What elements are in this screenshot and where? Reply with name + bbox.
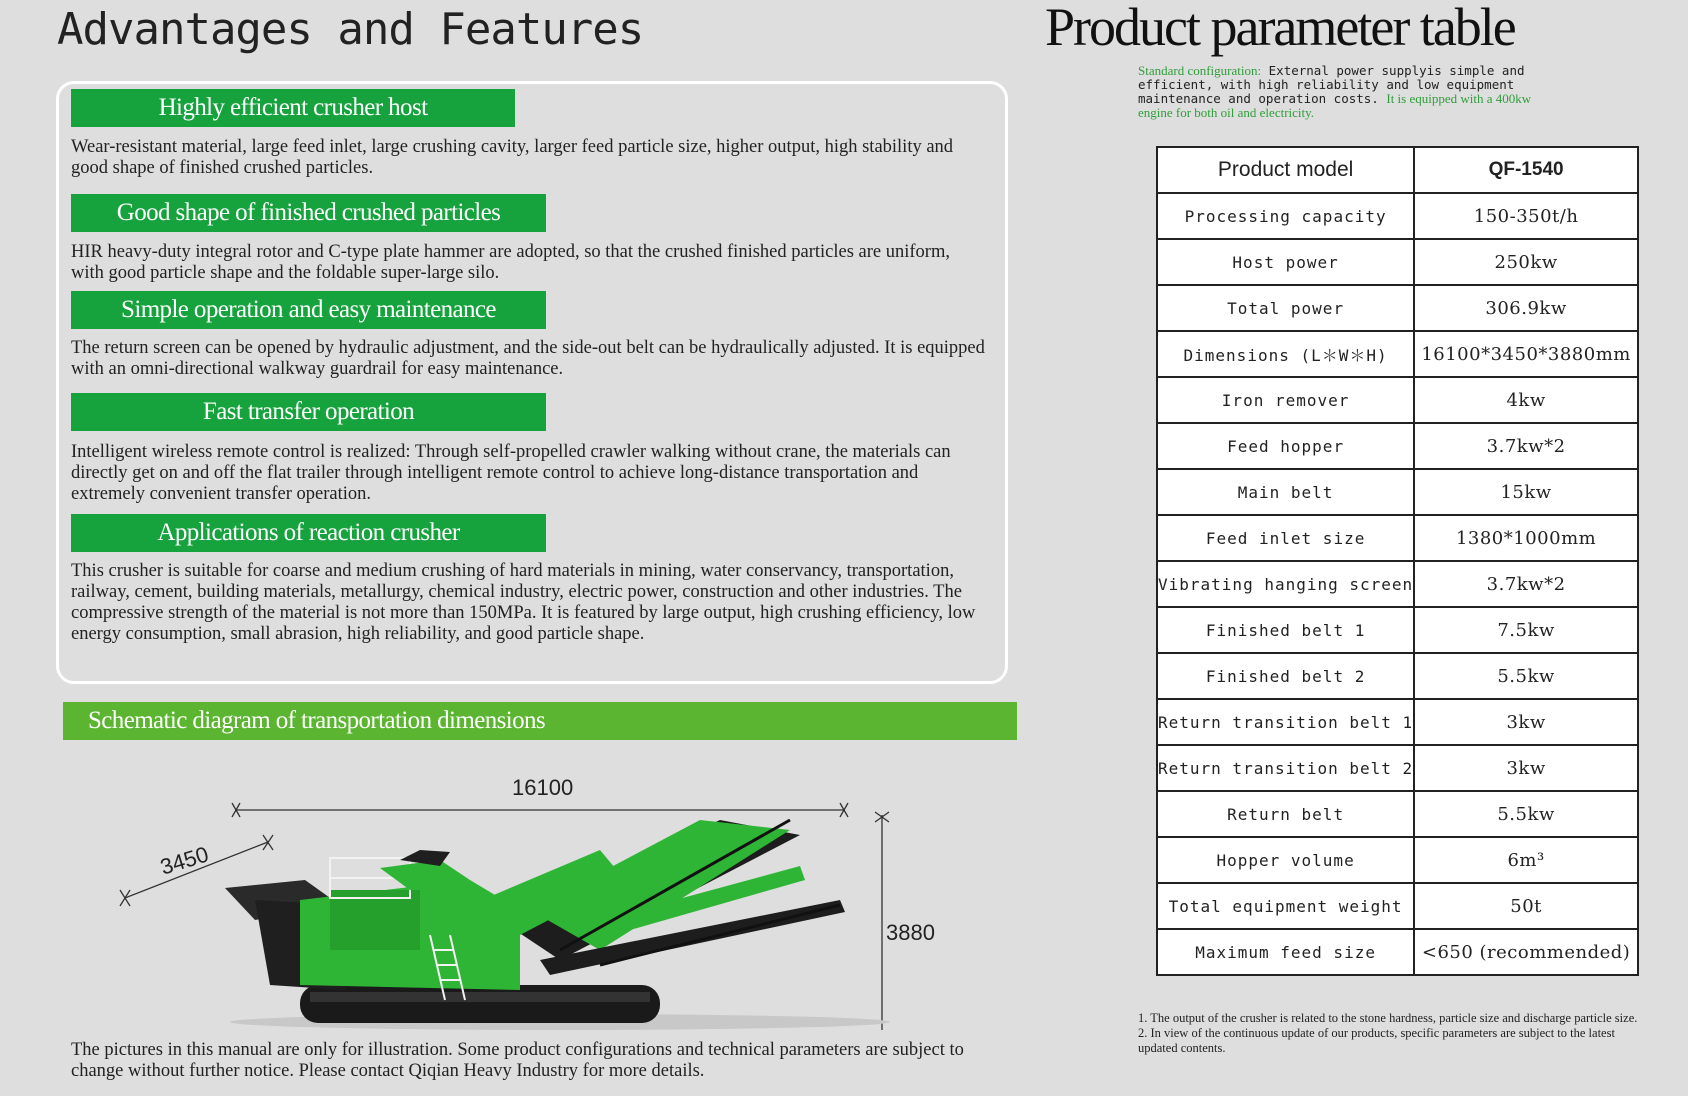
feature-heading-3: Simple operation and easy maintenance xyxy=(71,291,546,329)
parameter-table xyxy=(1156,146,1639,976)
feature-body-1: Wear-resistant material, large feed inlet, large crushing cavity, larger feed particle size, higher output, high stability and good shape of finished crushed particles. xyxy=(71,137,954,178)
param-value-cell: 3kw xyxy=(1414,745,1638,791)
table-row xyxy=(1157,745,1638,791)
param-key-cell: Dimensions (L＊W＊H) xyxy=(1157,331,1414,377)
param-value-cell: <650 (recommended) xyxy=(1414,929,1638,975)
feature-heading-1: Highly efficient crusher host xyxy=(71,89,515,127)
length-dimension-label: 16100 xyxy=(512,775,574,800)
param-value-cell: 6m³ xyxy=(1414,837,1638,883)
param-key-cell: Return transition belt 2 xyxy=(1157,745,1414,791)
table-row xyxy=(1157,699,1638,745)
table-row xyxy=(1157,837,1638,883)
standard-config-label: Standard configuration: xyxy=(1138,63,1262,78)
table-row xyxy=(1157,423,1638,469)
table-header-row xyxy=(1157,147,1638,193)
table-row xyxy=(1157,791,1638,837)
table-row xyxy=(1157,561,1638,607)
schematic-heading: Schematic diagram of transportation dimensions xyxy=(63,702,1017,740)
note-1: 1. The output of the crusher is related to the stone hardness, particle size and discharge particle size. xyxy=(1138,1011,1638,1025)
param-key-cell: Feed inlet size xyxy=(1157,515,1414,561)
feature-heading-2: Good shape of finished crushed particles xyxy=(71,194,546,232)
param-value-cell: 3kw xyxy=(1414,699,1638,745)
param-key-cell: Total equipment weight xyxy=(1157,883,1414,929)
table-row xyxy=(1157,193,1638,239)
disclaimer-text: The pictures in this manual are only for illustration. Some product configurations and technical parameters are subject to change without further notice. Please contact Qiqian Heavy Industry for more details. xyxy=(71,1040,964,1081)
parameter-table-title: Product parameter table xyxy=(1045,0,1515,57)
param-value-cell: 7.5kw xyxy=(1414,607,1638,653)
param-value-cell: 4kw xyxy=(1414,377,1638,423)
table-notes xyxy=(1138,1011,1638,1056)
standard-configuration xyxy=(1138,64,1568,120)
height-dimension-label: 3880 xyxy=(886,920,935,945)
param-key-cell: Return transition belt 1 xyxy=(1157,699,1414,745)
param-key-cell: Feed hopper xyxy=(1157,423,1414,469)
param-key-cell: Return belt xyxy=(1157,791,1414,837)
param-key-cell: Vibrating hanging screen xyxy=(1157,561,1414,607)
param-key-cell: Main belt xyxy=(1157,469,1414,515)
table-row xyxy=(1157,883,1638,929)
param-key-cell: Maximum feed size xyxy=(1157,929,1414,975)
param-key-cell: Hopper volume xyxy=(1157,837,1414,883)
feature-body-4: Intelligent wireless remote control is realized: Through self-propelled crawler walking without crane, the materials can directly get on and off the flat trailer through intelligent remote control to achieve long-distance transportation and extremely convenient transfer operation. xyxy=(71,442,951,504)
param-value-cell: 306.9kw xyxy=(1414,285,1638,331)
param-key-cell: Iron remover xyxy=(1157,377,1414,423)
feature-heading-4: Fast transfer operation xyxy=(71,393,546,431)
table-row xyxy=(1157,653,1638,699)
param-key-cell: Finished belt 1 xyxy=(1157,607,1414,653)
header-key-cell: Product model xyxy=(1157,147,1414,193)
table-row xyxy=(1157,331,1638,377)
param-value-cell: 3.7kw*2 xyxy=(1414,561,1638,607)
table-row xyxy=(1157,377,1638,423)
param-value-cell: 50t xyxy=(1414,883,1638,929)
param-value-cell: 1380*1000mm xyxy=(1414,515,1638,561)
standard-config-text: External power supplyis simple and efficient, with high reliability and low equipment maintenance and operation costs. xyxy=(1138,63,1525,106)
table-row xyxy=(1157,607,1638,653)
param-value-cell: 15kw xyxy=(1414,469,1638,515)
table-row xyxy=(1157,239,1638,285)
page-title: Advantages and Features xyxy=(57,4,644,55)
param-value-cell: 16100*3450*3880mm xyxy=(1414,331,1638,377)
feature-body-2: HIR heavy-duty integral rotor and C-type plate hammer are adopted, so that the crushed finished particles are uniform, with good particle shape and the foldable super-large silo. xyxy=(71,242,950,283)
width-dimension-label: 3450 xyxy=(157,841,212,880)
table-row xyxy=(1157,929,1638,975)
feature-body-5: This crusher is suitable for coarse and medium crushing of hard materials in mining, water conservancy, transportation, railway, cement, building materials, metallurgy, chemical industry, electric power, construction and other industries. The compressive strength of the material is not more than 150MPa. It is featured by large output, high crushing efficiency, low energy consumption, small abrasion, high reliability, and good particle shape. xyxy=(71,561,976,644)
param-value-cell: 5.5kw xyxy=(1414,791,1638,837)
param-value-cell: 150-350t/h xyxy=(1414,193,1638,239)
feature-heading-5: Applications of reaction crusher xyxy=(71,514,546,552)
standard-config-highlight: It is equipped with a 400kw engine for both oil and electricity. xyxy=(1138,91,1532,120)
table-row xyxy=(1157,285,1638,331)
param-key-cell: Host power xyxy=(1157,239,1414,285)
param-value-cell: 5.5kw xyxy=(1414,653,1638,699)
header-value-cell: QF-1540 xyxy=(1414,147,1638,193)
param-key-cell: Total power xyxy=(1157,285,1414,331)
table-row xyxy=(1157,469,1638,515)
mobile-crusher-illustration xyxy=(225,820,890,1030)
feature-body-3: The return screen can be opened by hydraulic adjustment, and the side-out belt can be hydraulically adjusted. It is equipped with an omni-directional walkway guardrail for easy maintenance. xyxy=(71,338,985,379)
param-value-cell: 3.7kw*2 xyxy=(1414,423,1638,469)
note-2: 2. In view of the continuous update of our products, specific parameters are subject to the latest updated contents. xyxy=(1138,1026,1615,1055)
param-key-cell: Processing capacity xyxy=(1157,193,1414,239)
param-value-cell: 250kw xyxy=(1414,239,1638,285)
param-key-cell: Finished belt 2 xyxy=(1157,653,1414,699)
table-row xyxy=(1157,515,1638,561)
